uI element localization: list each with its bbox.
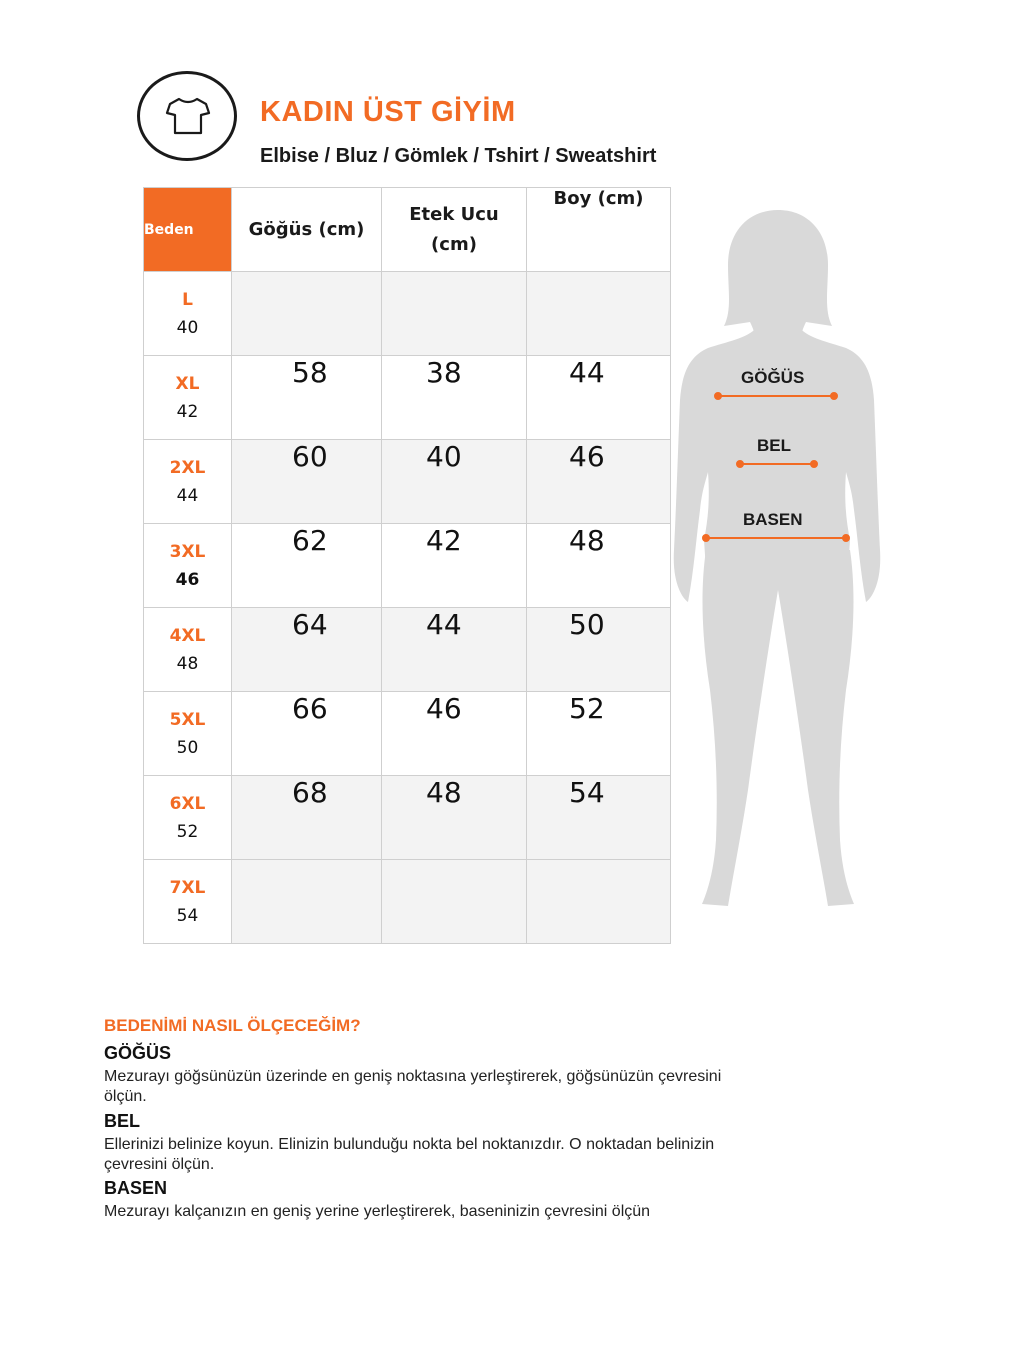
tshirt-icon [164,96,212,136]
hem-value [382,860,527,944]
size-cell [144,440,232,524]
header-hem-line2: (cm) [431,233,477,255]
logo-badge [137,71,237,161]
page-subtitle: Elbise / Bluz / Gömlek / Tshirt / Sweatshirt [260,145,657,167]
table-header-row [144,188,671,272]
chest-label: GÖĞÜS [741,368,805,387]
size-code: 4XL [169,625,206,646]
chest-value: 66 [232,692,382,776]
size-cell [144,272,232,356]
body-silhouette-figure [668,210,888,910]
length-value: 50 [527,608,671,692]
hem-value: 40 [382,440,527,524]
size-number: 44 [176,485,199,506]
size-number: 48 [176,653,199,674]
size-cell [144,524,232,608]
chest-value: 60 [232,440,382,524]
guide-title: BEDENİMİ NASIL ÖLÇECEĞİM? [104,1016,361,1035]
length-value [527,860,671,944]
size-cell [144,860,232,944]
table-row [144,608,671,692]
waist-label: BEL [757,436,791,455]
size-number: 40 [176,317,199,338]
hem-value: 44 [382,608,527,692]
table-row [144,692,671,776]
page-title: KADIN ÜST GİYİM [260,96,516,128]
hip-label: BASEN [743,510,803,529]
size-code: 5XL [169,709,206,730]
size-cell [144,608,232,692]
header-hem [382,188,527,272]
header-hem-line1: Etek Ucu [409,203,499,225]
size-number: 42 [176,401,199,422]
guide-heading-hip: BASEN [104,1178,168,1198]
hem-value: 42 [382,524,527,608]
size-code: XL [175,373,200,394]
length-value: 48 [527,524,671,608]
header-chest: Göğüs (cm) [232,188,382,272]
length-value: 44 [527,356,671,440]
length-value: 54 [527,776,671,860]
hem-value: 48 [382,776,527,860]
table-row [144,860,671,944]
guide-heading-waist: BEL [104,1111,140,1131]
chest-value [232,860,382,944]
table-row [144,356,671,440]
guide-text-waist: Ellerinizi belinize koyun. Elinizin bulunduğu nokta bel noktanızdır. O noktadan belinizin çevresini ölçün. [104,1136,715,1173]
size-code: 3XL [169,541,206,562]
size-number: 50 [176,737,199,758]
hem-value: 46 [382,692,527,776]
size-number: 52 [176,821,199,842]
header-size: Beden [144,188,232,272]
size-cell [144,692,232,776]
length-value [527,272,671,356]
table-row [144,776,671,860]
table-row [144,524,671,608]
chest-value [232,272,382,356]
header-length: Boy (cm) [527,188,671,272]
guide-text-hip: Mezurayı kalçanızın en geniş yerine yerleştirerek, baseninizin çevresini ölçün [104,1203,651,1220]
size-cell [144,776,232,860]
guide-text-chest: Mezurayı göğsünüzün üzerinde en geniş noktasına yerleştirerek, göğsünüzün çevresini ölçün. [104,1068,722,1105]
guide-heading-chest: GÖĞÜS [104,1043,172,1063]
table-row [144,272,671,356]
size-code: 7XL [169,877,206,898]
table-row [144,440,671,524]
chest-value: 68 [232,776,382,860]
chest-value: 62 [232,524,382,608]
size-code: 2XL [169,457,206,478]
hem-value [382,272,527,356]
size-number: 46 [175,569,200,590]
size-table [143,187,671,944]
chest-value: 64 [232,608,382,692]
chest-value: 58 [232,356,382,440]
size-number: 54 [176,905,199,926]
length-value: 52 [527,692,671,776]
hem-value: 38 [382,356,527,440]
length-value: 46 [527,440,671,524]
size-cell [144,356,232,440]
size-code: L [182,289,193,310]
size-code: 6XL [169,793,206,814]
